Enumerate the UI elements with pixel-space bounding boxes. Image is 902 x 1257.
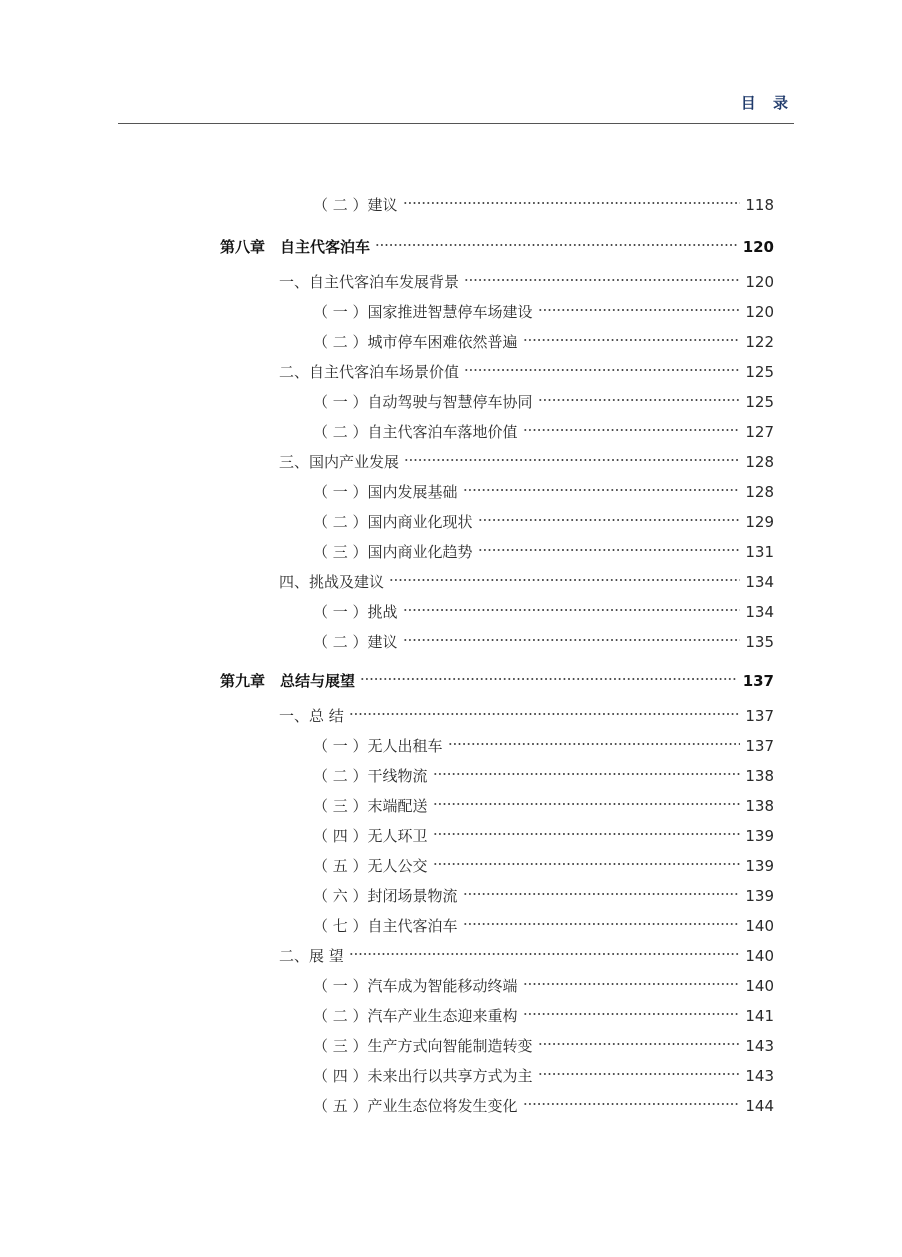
toc-entry[interactable] <box>279 939 774 965</box>
toc-entry-label: 第九章 总结与展望 <box>220 672 356 690</box>
toc-entry[interactable] <box>313 849 774 875</box>
toc-page-number: 140 <box>745 917 774 935</box>
toc-entry-label: （ 一 ）无人出租车 <box>313 737 443 755</box>
toc-entry[interactable] <box>313 909 774 935</box>
toc-page-number: 140 <box>745 947 774 965</box>
dot-leader <box>523 415 741 437</box>
toc-entry[interactable] <box>313 625 774 651</box>
toc-entry[interactable] <box>313 1089 774 1115</box>
toc-entry[interactable] <box>313 729 774 755</box>
dot-leader <box>538 1059 741 1081</box>
toc-page-number: 131 <box>745 543 774 561</box>
dot-leader <box>389 565 740 587</box>
toc-entry-label: （ 三 ）生产方式向智能制造转变 <box>313 1037 533 1055</box>
toc-entry-label: （ 六 ）封闭场景物流 <box>313 887 458 905</box>
dot-leader <box>523 969 741 991</box>
toc-entry[interactable] <box>279 355 774 381</box>
toc-entry-label: 一、自主代客泊车发展背景 <box>279 273 460 291</box>
dot-leader <box>523 999 741 1021</box>
dot-leader <box>523 325 741 347</box>
toc-entry-label: （ 三 ）末端配送 <box>313 797 428 815</box>
toc-entry[interactable] <box>313 759 774 785</box>
dot-leader <box>464 355 740 377</box>
toc-entry-label: （ 二 ）城市停车困难依然普遍 <box>313 333 518 351</box>
toc-entry[interactable] <box>313 505 774 531</box>
toc-entry-label: （ 五 ）产业生态位将发生变化 <box>313 1097 518 1115</box>
dot-leader <box>403 188 741 210</box>
toc-entry-label: 二、自主代客泊车场景价值 <box>279 363 460 381</box>
dot-leader <box>523 1089 741 1111</box>
toc-entry-label: 三、国内产业发展 <box>279 453 400 471</box>
toc-page-number: 120 <box>742 238 774 256</box>
toc-entry-label: （ 二 ）国内商业化现状 <box>313 513 473 531</box>
dot-leader <box>360 664 738 686</box>
dot-leader <box>463 879 741 901</box>
toc-entry-label: （ 二 ）汽车产业生态迎来重构 <box>313 1007 518 1025</box>
toc-entry[interactable] <box>313 385 774 411</box>
toc-entry[interactable] <box>313 969 774 995</box>
toc-page-number: 120 <box>745 273 774 291</box>
dot-leader <box>433 759 741 781</box>
toc-entry[interactable] <box>313 999 774 1025</box>
dot-leader <box>349 939 741 961</box>
toc-entry-label: （ 五 ）无人公交 <box>313 857 428 875</box>
toc-page-number: 134 <box>745 573 774 591</box>
toc-entry[interactable] <box>313 535 774 561</box>
toc-page-number: 137 <box>742 672 774 690</box>
toc-entry[interactable] <box>313 789 774 815</box>
dot-leader <box>403 625 741 647</box>
dot-leader <box>538 295 741 317</box>
toc-entry-label: （ 四 ）无人环卫 <box>313 827 428 845</box>
toc-entry-label: （ 一 ）挑战 <box>313 603 398 621</box>
toc-page-number: 122 <box>745 333 774 351</box>
toc-entry[interactable] <box>313 1029 774 1055</box>
toc-page-number: 125 <box>745 393 774 411</box>
toc-chapter-entry[interactable] <box>220 230 774 256</box>
toc-entry[interactable] <box>313 879 774 905</box>
toc-entry-label: （ 一 ）自动驾驶与智慧停车协同 <box>313 393 533 411</box>
dot-leader <box>375 230 738 252</box>
toc-page-number: 144 <box>745 1097 774 1115</box>
dot-leader <box>463 475 741 497</box>
toc-page-number: 135 <box>745 633 774 651</box>
toc-page-number: 134 <box>745 603 774 621</box>
toc-page-number: 141 <box>745 1007 774 1025</box>
dot-leader <box>478 535 741 557</box>
toc-entry[interactable] <box>279 265 774 291</box>
toc-page-number: 139 <box>745 827 774 845</box>
toc-entry-label: 四、挑战及建议 <box>279 573 385 591</box>
toc-page-number: 138 <box>745 767 774 785</box>
toc-entry-label: （ 二 ）建议 <box>313 196 398 214</box>
toc-entry[interactable] <box>313 295 774 321</box>
toc-entry[interactable] <box>313 415 774 441</box>
dot-leader <box>403 595 741 617</box>
dot-leader <box>404 445 740 467</box>
toc-entry[interactable] <box>313 475 774 501</box>
toc-entry[interactable] <box>313 188 774 214</box>
toc-entry-label: （ 七 ）自主代客泊车 <box>313 917 458 935</box>
toc-entry[interactable] <box>313 819 774 845</box>
dot-leader <box>463 909 741 931</box>
dot-leader <box>433 849 741 871</box>
toc-page-number: 120 <box>745 303 774 321</box>
dot-leader <box>464 265 740 287</box>
dot-leader <box>538 385 741 407</box>
toc-page-number: 138 <box>745 797 774 815</box>
toc-entry-label: （ 二 ）干线物流 <box>313 767 428 785</box>
dot-leader <box>433 789 741 811</box>
toc-entry-label: （ 一 ）国家推进智慧停车场建设 <box>313 303 533 321</box>
toc-page-number: 143 <box>745 1037 774 1055</box>
toc-page-number: 125 <box>745 363 774 381</box>
toc-entry-label: 一、总 结 <box>279 707 344 725</box>
toc-page-number: 143 <box>745 1067 774 1085</box>
running-header-title: 目 录 <box>740 94 794 112</box>
toc-page-number: 127 <box>745 423 774 441</box>
toc-entry[interactable] <box>313 325 774 351</box>
toc-chapter-entry[interactable] <box>220 664 774 690</box>
toc-page-number: 128 <box>745 483 774 501</box>
dot-leader <box>538 1029 741 1051</box>
header-divider <box>118 123 794 124</box>
toc-entry[interactable] <box>279 565 774 591</box>
dot-leader <box>448 729 741 751</box>
toc-page-number: 137 <box>745 707 774 725</box>
toc-entry-label: 二、展 望 <box>279 947 344 965</box>
toc-entry[interactable] <box>279 445 774 471</box>
toc-entry-label: （ 四 ）未来出行以共享方式为主 <box>313 1067 533 1085</box>
toc-entry-label: （ 二 ）自主代客泊车落地价值 <box>313 423 518 441</box>
toc-entry-label: （ 一 ）汽车成为智能移动终端 <box>313 977 518 995</box>
dot-leader <box>478 505 741 527</box>
toc-page-number: 140 <box>745 977 774 995</box>
toc-entry-label: 第八章 自主代客泊车 <box>220 238 371 256</box>
toc-page-number: 137 <box>745 737 774 755</box>
toc-entry[interactable] <box>313 595 774 621</box>
toc-entry[interactable] <box>313 1059 774 1085</box>
dot-leader <box>433 819 741 841</box>
toc-page-number: 139 <box>745 857 774 875</box>
dot-leader <box>349 699 741 721</box>
toc-page-number: 128 <box>745 453 774 471</box>
toc-entry[interactable] <box>279 699 774 725</box>
toc-page-number: 118 <box>745 196 774 214</box>
toc-entry-label: （ 二 ）建议 <box>313 633 398 651</box>
toc-page-number: 129 <box>745 513 774 531</box>
toc-entry-label: （ 一 ）国内发展基础 <box>313 483 458 501</box>
toc-page-number: 139 <box>745 887 774 905</box>
toc-entry-label: （ 三 ）国内商业化趋势 <box>313 543 473 561</box>
